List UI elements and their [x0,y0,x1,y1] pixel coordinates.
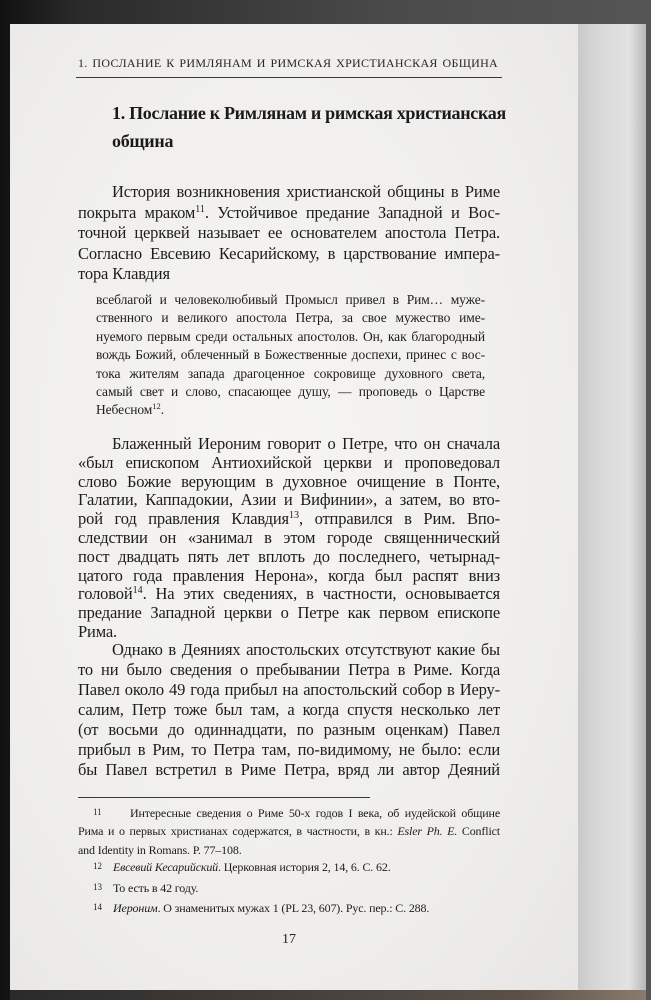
footnote-line [78,803,500,822]
text-segment: Интересные сведения о Риме 50-х годов I века, об иудейской общине [130,806,500,820]
text-line: пост двадцать пять лет вплоть до последнего, четырнад- [78,546,500,566]
heading-line-1: 1. Послание к Римлянам и римская христианская [112,103,506,123]
footnote-11 [78,803,500,860]
quote-line: самый свет и слово, спасающее душу, — проповедь о Царстве [96,383,485,399]
text-segment: Conflict [457,824,500,838]
text-segment: рой год правления Клавдия [78,509,289,529]
header-rule [76,77,502,78]
book-bottom-edge [10,990,646,1000]
footnote-line [78,822,500,841]
italic-text: Esler Ph. E. [397,824,458,838]
block-quote [96,291,485,420]
text-line: Рима. [78,621,118,641]
facing-page-edge [578,24,646,990]
footnote-number: 11 [93,807,102,817]
text-line: цатого года правления Нерона», когда был распят вниз [78,565,500,585]
italic-text: Иероним [113,901,158,915]
quote-line: вождь Божий, облеченный в Божественные доспехи, принес с вос- [96,347,485,363]
text-line: слово Божие верующим в духовное очищение в Понте, [78,471,500,491]
footnote-14 [93,898,500,917]
footnote-ref: 12 [152,401,161,412]
text-segment: . На этих сведениях, в частности, основывается [142,584,500,604]
text-segment: . Устойчивое предание Западной и Вос- [204,202,500,222]
text-segment: , отправился в Рим. Впо- [299,509,500,529]
section-heading [112,99,506,155]
footnote-number: 14 [93,902,102,912]
text-line: Павел около 49 года прибыл на апостольский собор в Иеру- [78,680,500,699]
text-segment: . Церковная история 2, 14, 6. С. 62. [218,860,391,874]
running-header: 1. ПОСЛАНИЕ К РИМЛЯНАМ И РИМСКАЯ ХРИСТИАНСКАЯ ОБЩИНА [78,56,498,70]
text-segment: . О знаменитых мужах 1 (PL 23, 607). Рус. пер.: С. 288. [157,901,430,915]
footnote-number: 12 [93,861,102,871]
italic-text: Евсевий Кесарийский [113,860,219,874]
footnote-line: and Identity in Romans. P. 77–108. [78,843,242,857]
quote-line: ственного и великого апостола Петра, за свое мужество име- [96,310,485,326]
text-line [78,203,500,224]
footnote-12 [93,857,500,876]
quote-line: всеблагой и человеколюбивый Промысл привел в Рим… муже- [96,292,485,307]
text-line: История возникновения христианской общины в Риме [112,182,500,201]
text-line: салим, Петр тоже был там, а когда спустя несколько лет [78,700,500,719]
text-segment: покрыта мраком [78,202,196,222]
text-line: бы Павел встретил в Риме Петра, вряд ли автор Деяний [78,760,500,779]
page-number: 17 [282,932,296,947]
text-segment: То есть в 42 году. [113,881,199,895]
paragraph-2 [78,435,500,642]
text-line [78,510,500,529]
quote-line: нуемого первым среди остальных апостолов. Он, как благородный [96,328,485,344]
text-segment: головой [78,584,133,604]
footnote-line [93,898,500,917]
text-line: (от восьми до одиннадцати, по разным оценкам) Павел [78,720,500,739]
text-segment: . [160,402,164,418]
footnote-line [93,857,500,876]
quote-line [96,401,485,419]
paragraph-1 [78,182,500,285]
text-line [78,585,500,604]
paragraph-3 [78,640,500,780]
footnote-ref: 14 [132,585,143,597]
footnote-line [93,878,500,897]
footnote-13 [93,878,500,897]
text-line: «был епископом Антиохийской церкви и проповедовал [78,452,500,472]
text-line: прибыл в Рим, то Петра там, по-видимому, не было: если [78,740,500,759]
text-line: Согласно Евсевию Кесарийскому, в царствование импера- [78,243,500,263]
text-line: точной церквей называет ее основателем апостола Петра. [78,223,500,242]
text-line: следствии он «занимал в этом городе священнический [78,527,500,547]
text-line: Блаженный Иероним говорит о Петре, что он сначала [112,434,500,453]
footnote-number: 13 [93,882,102,892]
heading-line-2: община [112,131,174,151]
footnote-ref: 13 [289,510,299,522]
text-segment: Рима и о первых христианах содержатся, в частности, в кн.: [78,824,398,838]
text-line: предание Западной церкви о Петре как первом епископе [78,603,500,623]
text-segment: Небесном [96,402,153,418]
text-line: тора Клавдия [78,264,170,283]
quote-line: тока жителям запада драгоценное сокровище духовного света, [96,365,485,381]
text-line: Однако в Деяниях апостольских отсутствуют какие бы [112,640,500,659]
text-line: то ни было сведения о пребывании Петра в Риме. Когда [78,660,500,679]
footnote-ref: 11 [195,203,205,215]
footnote-rule [78,797,370,798]
text-line: Галатии, Каппадокии, Азии и Вифинии», а затем, во вто- [78,490,500,510]
